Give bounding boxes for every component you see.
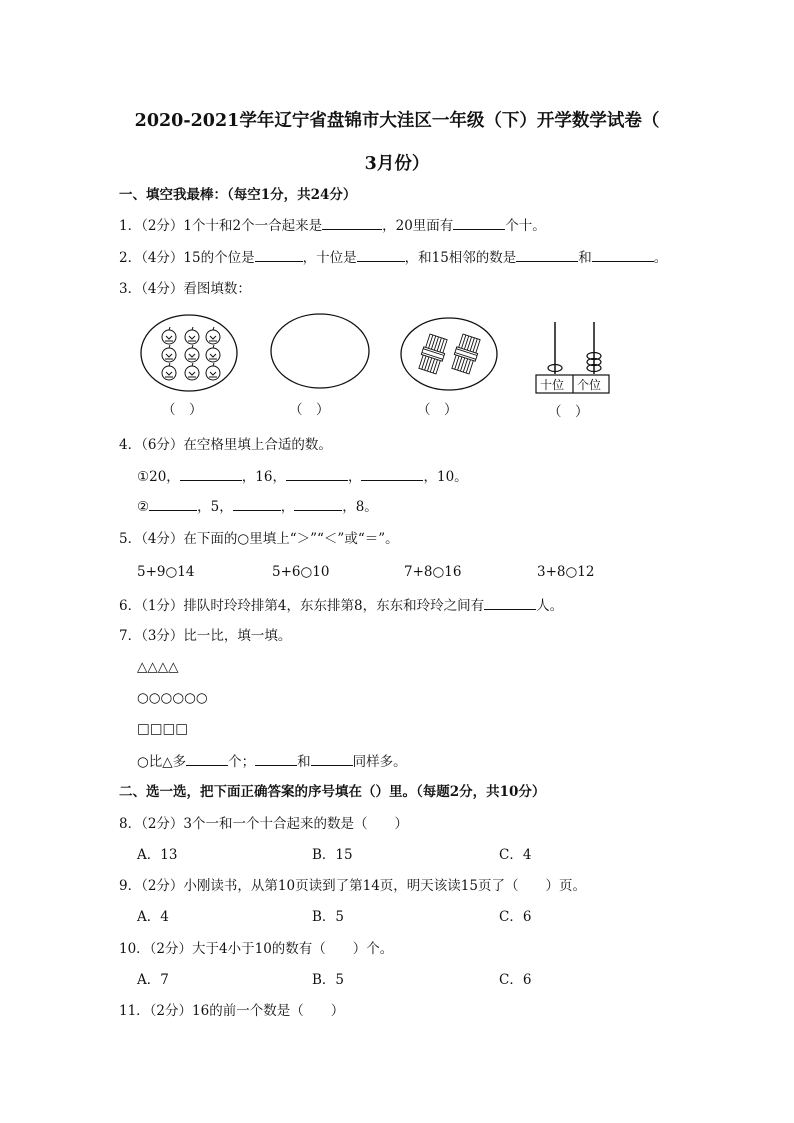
question-3: 3．（4分）看图填数： xyxy=(119,281,251,297)
exam-title-line2: 3月份） xyxy=(364,154,430,174)
apple-icon xyxy=(185,345,199,362)
q8-option-b[interactable]: B．15 xyxy=(312,847,353,863)
stick-bundle-icon xyxy=(417,333,449,374)
apple-icon xyxy=(206,345,220,362)
q7-c: 和 xyxy=(297,754,311,770)
q9-option-b[interactable]: B．5 xyxy=(312,909,345,925)
question-7: 7．（3分）比一比，填一填。 xyxy=(119,628,292,644)
q4-r1-blank-3[interactable] xyxy=(361,467,423,481)
q5-item-3[interactable]: 7+8○16 xyxy=(404,564,462,580)
q3-answer-1[interactable]: （ ） xyxy=(162,402,203,418)
q4-r2-b: ，5， xyxy=(197,499,233,515)
question-11: 11．（2分）16的前一个数是（ ） xyxy=(119,1003,345,1019)
q4-r1-b: ，16， xyxy=(241,469,286,485)
q9-option-a[interactable]: A．4 xyxy=(137,909,169,925)
question-6 xyxy=(119,596,563,615)
section-2-heading: 二、选一选，把下面正确答案的序号填在（）里。（每题2分，共10分） xyxy=(119,784,546,800)
q7-blank-1[interactable] xyxy=(186,752,228,766)
q2-mid3: 和 xyxy=(578,250,592,266)
q4-r1-blank-1[interactable] xyxy=(180,467,242,481)
empty-oval xyxy=(271,314,369,388)
q10-option-a[interactable]: A．7 xyxy=(137,972,169,988)
q4-r1-c: ， xyxy=(347,469,362,485)
q4-r2-blank-1[interactable] xyxy=(149,497,197,511)
q4-row-2 xyxy=(137,497,378,516)
q7-blank-3[interactable] xyxy=(311,752,353,766)
q4-r2-d: ，8。 xyxy=(342,499,378,515)
apple-icon xyxy=(162,327,176,344)
section-1-heading: 一、填空我最棒：（每空1分，共24分） xyxy=(119,187,357,203)
q3-answer-2[interactable]: （ ） xyxy=(289,402,330,418)
abacus-ones-label: 个位 xyxy=(577,378,602,392)
q4-r1-e: ，10。 xyxy=(423,469,468,485)
q1-mid: ，20里面有 xyxy=(382,218,454,234)
q4-row-1 xyxy=(137,467,468,486)
q2-prefix: 2．（4分）15的个位是 xyxy=(119,250,255,266)
q3-answer-3[interactable]: （ ） xyxy=(417,402,458,418)
stick-bundle-icon xyxy=(450,333,482,374)
q7-b: 个； xyxy=(228,754,256,770)
q5-item-1[interactable]: 5+9○14 xyxy=(137,564,195,580)
q4-r2-number: ② xyxy=(137,499,150,515)
q8-option-c[interactable]: C．4 xyxy=(499,847,532,863)
question-10: 10．（2分）大于4小于10的数有（ ）个。 xyxy=(119,941,394,957)
q8-option-a[interactable]: A．13 xyxy=(137,847,178,863)
q4-r2-blank-3[interactable] xyxy=(294,497,342,511)
q1-prefix: 1．（2分）1个十和2个一合起来是 xyxy=(119,218,323,234)
q4-r1-a: 20， xyxy=(149,469,180,485)
q7-blank-2[interactable] xyxy=(255,752,297,766)
oval-with-stick-bundles xyxy=(401,318,497,390)
q6-blank[interactable] xyxy=(484,596,536,610)
q7-circles: ○○○○○○ xyxy=(137,690,208,706)
q10-option-b[interactable]: B．5 xyxy=(312,972,345,988)
q5-item-2[interactable]: 5+6○10 xyxy=(272,564,330,580)
q4-r1-blank-2[interactable] xyxy=(286,467,348,481)
q4-r2-blank-2[interactable] xyxy=(233,497,281,511)
apple-icon xyxy=(185,363,199,380)
q7-d: 同样多。 xyxy=(352,754,407,770)
q5-item-4[interactable]: 3+8○12 xyxy=(537,564,595,580)
question-8: 8．（2分）3个一和一个十合起来的数是（ ） xyxy=(119,816,409,832)
apple-icon xyxy=(162,363,176,380)
q6-suffix: 人。 xyxy=(536,598,564,614)
q7-a: ○比△多 xyxy=(137,754,187,770)
q7-squares: □□□□ xyxy=(137,721,189,737)
q2-mid2: ，和15相邻的数是 xyxy=(404,250,517,266)
q2-suffix: 。 xyxy=(653,250,668,266)
question-5: 5．（4分）在下面的○里填上“＞”“＜”或“＝”。 xyxy=(119,531,399,547)
apple-icon xyxy=(185,327,199,344)
q1-suffix: 个十。 xyxy=(505,218,546,234)
q7-triangles: △△△△ xyxy=(137,659,179,675)
question-9: 9．（2分）小刚读书，从第10页读到了第14页，明天该读15页了（ ）页。 xyxy=(119,878,586,894)
exam-title-line1: 2020-2021学年辽宁省盘锦市大洼区一年级（下）开学数学试卷（ xyxy=(134,111,660,131)
q10-option-c[interactable]: C．6 xyxy=(499,972,532,988)
q4-r2-c: ， xyxy=(280,499,295,515)
apple-icon xyxy=(206,363,220,380)
apple-icons xyxy=(162,327,220,380)
q4-r1-number: ① xyxy=(137,469,150,485)
abacus-tens-label: 十位 xyxy=(540,378,565,392)
question-4: 4．（6分）在空格里填上合适的数。 xyxy=(119,437,332,453)
apple-icon xyxy=(206,327,220,344)
q3-answer-4[interactable]: （ ） xyxy=(548,404,589,420)
q2-mid1: ，十位是 xyxy=(302,250,357,266)
apple-icon xyxy=(162,345,176,362)
q6-prefix: 6．（1分）排队时玲玲排第4，东东排第8，东东和玲玲之间有 xyxy=(119,598,485,614)
q9-option-c[interactable]: C．6 xyxy=(499,909,532,925)
q7-answer-line xyxy=(137,752,407,771)
